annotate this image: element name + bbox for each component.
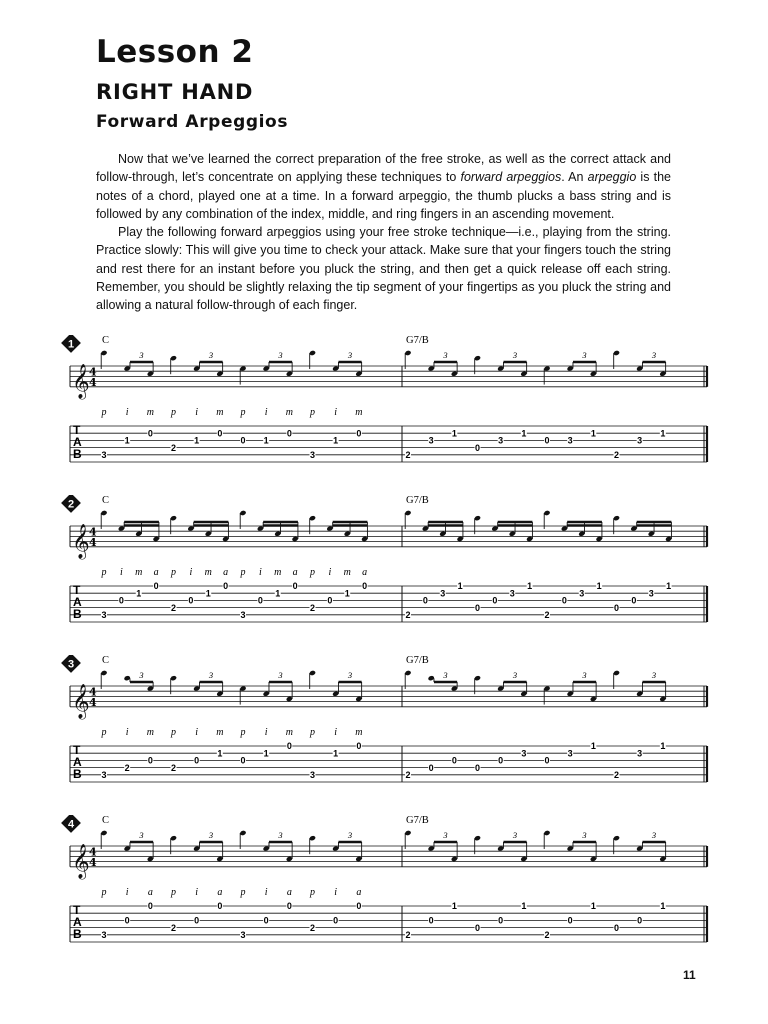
fingering-letter: i (258, 567, 262, 578)
triplet-mark: 3 (443, 670, 448, 680)
fingering-letter: p (310, 727, 315, 738)
fingering-letter: a (217, 887, 223, 898)
fingering-letter: i (334, 727, 338, 738)
fingering-letter: m (274, 567, 282, 578)
tab-fret-number: 0 (613, 922, 620, 933)
tab-fret-number: 1 (333, 435, 339, 446)
tab-fret-number: 0 (613, 602, 620, 613)
tab-fret-number: 3 (428, 435, 434, 446)
triplet-mark: 3 (651, 830, 657, 840)
example-4 (56, 815, 712, 945)
tab-fret-number: 0 (118, 595, 124, 606)
tab-fret-number: 3 (101, 610, 107, 620)
tab-fret-number: 0 (492, 595, 498, 606)
tab-fret-number: 3 (101, 770, 107, 780)
notation-example-2 (56, 495, 712, 625)
tab-letter: T (73, 903, 81, 917)
time-signature-top: 4 (89, 525, 97, 539)
example-3 (56, 655, 712, 785)
tab-fret-number: 0 (124, 915, 130, 926)
tab-fret-number: 0 (217, 428, 223, 439)
tab-fret-number: 1 (596, 581, 602, 592)
tab-fret-number: 0 (637, 915, 643, 926)
tab-fret-number: 3 (637, 748, 643, 759)
tab-fret-number: 2 (405, 450, 411, 460)
tab-fret-number: 0 (147, 428, 153, 439)
fingering-letter: m (355, 727, 363, 738)
tab-fret-number: 0 (333, 915, 339, 926)
chord-symbol: C (102, 815, 110, 826)
tab-fret-number: 1 (660, 901, 666, 912)
fingering-letter: i (195, 407, 199, 418)
tab-fret-number: 1 (333, 748, 339, 759)
fingering-letter: i (264, 407, 268, 418)
fingering-letter: p (101, 887, 107, 898)
body-text (96, 150, 671, 315)
tab-fret-number: 2 (544, 930, 550, 940)
tab-fret-number: 3 (637, 435, 643, 446)
tab-fret-number: 0 (498, 915, 504, 926)
tab-fret-number: 1 (217, 748, 223, 759)
fingering-letter: m (343, 567, 351, 578)
fingering-letter: p (171, 887, 176, 898)
tab-fret-number: 0 (217, 901, 223, 912)
example-1 (56, 335, 712, 465)
tab-fret-number: 1 (660, 741, 666, 752)
tab-letter: A (73, 595, 82, 609)
triplet-mark: 3 (139, 670, 144, 680)
tab-fret-number: 1 (136, 588, 142, 599)
notation-example-1 (56, 335, 712, 465)
example-2 (56, 495, 712, 625)
fingering-letter: a (292, 567, 298, 578)
tab-fret-number: 3 (579, 588, 585, 599)
chord-symbol: G7/B (406, 495, 429, 506)
chord-symbol: C (102, 655, 110, 666)
chord-symbol: C (102, 335, 110, 346)
tab-letter: B (73, 927, 82, 941)
tab-fret-number: 0 (240, 435, 246, 446)
tab-fret-number: 3 (309, 450, 316, 460)
triplet-mark: 3 (208, 830, 214, 840)
fingering-letter: p (101, 567, 107, 578)
treble-clef-icon: 𝄞 (72, 523, 90, 559)
tab-fret-number: 2 (613, 770, 620, 780)
triplet-mark: 3 (582, 830, 587, 840)
tab-fret-number: 0 (327, 595, 333, 606)
text-run: Now that we’ve learned the correct preparation of the free stroke, as well as the correct attack and follow-through, let’s concentrate on applying these techniques to (96, 152, 671, 185)
tab-fret-number: 1 (666, 581, 672, 592)
treble-clef-icon: 𝄞 (72, 843, 90, 879)
triplet-mark: 3 (651, 670, 657, 680)
tab-fret-number: 1 (590, 428, 596, 439)
tab-fret-number: 2 (405, 930, 411, 940)
triplet-mark: 3 (139, 350, 144, 360)
tab-fret-number: 3 (567, 748, 573, 759)
triplet-mark: 3 (512, 830, 518, 840)
fingering-letter: i (125, 727, 129, 738)
time-signature-top: 4 (89, 845, 97, 859)
tab-fret-number: 0 (194, 915, 200, 926)
tab-fret-number: 0 (286, 428, 292, 439)
tab-fret-number: 3 (648, 588, 654, 599)
fingering-letter: m (135, 567, 143, 578)
notation-example-4 (56, 815, 712, 945)
tab-fret-number: 2 (613, 450, 620, 460)
tab-letter: T (73, 583, 81, 597)
tab-fret-number: 2 (170, 602, 177, 613)
tab-letter: T (73, 743, 81, 757)
fingering-letter: i (334, 887, 338, 898)
tab-fret-number: 3 (440, 588, 446, 599)
tab-fret-number: 1 (527, 581, 533, 592)
fingering-letter: i (189, 567, 193, 578)
triplet-mark: 3 (347, 830, 353, 840)
fingering-letter: a (153, 567, 159, 578)
fingering-letter: a (356, 887, 362, 898)
fingering-letter: m (216, 407, 224, 418)
fingering-letter: a (223, 567, 229, 578)
tab-letter: T (73, 423, 81, 437)
tab-fret-number: 2 (405, 610, 411, 620)
tab-fret-number: 2 (544, 610, 550, 620)
tab-fret-number: 0 (292, 581, 298, 592)
tab-fret-number: 1 (344, 588, 350, 599)
triplet-mark: 3 (208, 350, 214, 360)
tab-fret-number: 0 (147, 755, 153, 766)
fingering-letter: i (195, 887, 199, 898)
fingering-letter: m (204, 567, 212, 578)
fingering-letter: p (240, 887, 246, 898)
triplet-mark: 3 (651, 350, 657, 360)
tab-fret-number: 1 (451, 901, 457, 912)
tab-fret-number: 0 (257, 595, 263, 606)
tab-fret-number: 1 (521, 428, 527, 439)
chord-symbol: G7/B (406, 815, 429, 826)
tab-letter: A (73, 915, 82, 929)
tab-fret-number: 0 (474, 922, 481, 933)
time-signature-top: 4 (89, 685, 97, 699)
triplet-mark: 3 (278, 670, 283, 680)
tab-fret-number: 0 (240, 755, 246, 766)
tab-fret-number: 0 (567, 915, 573, 926)
tab-fret-number: 0 (356, 901, 362, 912)
tab-fret-number: 3 (240, 930, 246, 940)
tab-fret-number: 0 (474, 442, 481, 453)
tab-fret-number: 2 (309, 602, 316, 613)
fingering-letter: m (146, 727, 154, 738)
tab-fret-number: 0 (356, 741, 362, 752)
tab-fret-number: 0 (263, 915, 269, 926)
tab-fret-number: 0 (223, 581, 229, 592)
triplet-mark: 3 (582, 350, 587, 360)
triplet-mark: 3 (278, 830, 283, 840)
tab-fret-number: 0 (631, 595, 637, 606)
triplet-mark: 3 (443, 830, 448, 840)
fingering-letter: p (310, 567, 315, 578)
text-run: . An (561, 170, 588, 185)
fingering-letter: i (195, 727, 199, 738)
fingering-letter: a (147, 887, 153, 898)
time-signature-bottom: 4 (89, 535, 97, 549)
subsection-title: Forward Arpeggios (96, 112, 289, 132)
tab-fret-number: 2 (170, 762, 177, 773)
tab-fret-number: 1 (263, 748, 269, 759)
tab-fret-number: 0 (451, 755, 457, 766)
time-signature-bottom: 4 (89, 855, 97, 869)
fingering-letter: i (125, 887, 129, 898)
tab-fret-number: 0 (422, 595, 428, 606)
tab-fret-number: 2 (170, 922, 177, 933)
triplet-mark: 3 (208, 670, 214, 680)
example-number: 4 (67, 818, 75, 831)
tab-fret-number: 0 (544, 435, 550, 446)
triplet-mark: 3 (347, 670, 353, 680)
triplet-mark: 3 (582, 670, 587, 680)
tab-fret-number: 1 (263, 435, 269, 446)
fingering-letter: i (264, 727, 268, 738)
chord-symbol: C (102, 495, 110, 506)
fingering-letter: m (216, 727, 224, 738)
tab-letter: B (73, 447, 82, 461)
italic-term: arpeggio (587, 170, 637, 185)
tab-fret-number: 2 (170, 442, 177, 453)
treble-clef-icon: 𝄞 (72, 683, 90, 719)
fingering-letter: p (240, 567, 246, 578)
triplet-mark: 3 (139, 830, 144, 840)
tab-letter: B (73, 767, 82, 781)
text-run: is the notes of a chord, played one at a time. In a forward arpeggio, the thumb plucks a bass string and is followed by any combination of the index, middle, and ring fingers in an ascending movement. (96, 170, 671, 221)
fingering-letter: p (171, 567, 176, 578)
tab-fret-number: 1 (194, 435, 200, 446)
lesson-title: Lesson 2 (96, 34, 254, 70)
fingering-letter: m (355, 407, 363, 418)
tab-fret-number: 1 (457, 581, 463, 592)
tab-fret-number: 0 (362, 581, 368, 592)
tab-fret-number: 0 (153, 581, 159, 592)
tab-fret-number: 0 (194, 755, 200, 766)
example-number: 3 (67, 658, 75, 671)
fingering-letter: p (101, 727, 107, 738)
tab-fret-number: 0 (498, 755, 504, 766)
tab-fret-number: 1 (124, 435, 130, 446)
section-title: RIGHT HAND (96, 80, 254, 104)
tab-fret-number: 0 (188, 595, 194, 606)
tab-fret-number: 0 (286, 901, 292, 912)
time-signature-top: 4 (89, 365, 97, 379)
fingering-letter: i (125, 407, 129, 418)
chord-symbol: G7/B (406, 335, 429, 346)
tab-fret-number: 3 (509, 588, 515, 599)
tab-fret-number: 1 (660, 428, 666, 439)
time-signature-bottom: 4 (89, 695, 97, 709)
tab-letter: A (73, 435, 82, 449)
fingering-letter: a (286, 887, 292, 898)
fingering-letter: p (171, 407, 176, 418)
fingering-letter: p (101, 407, 107, 418)
tab-fret-number: 2 (405, 770, 411, 780)
notation-example-3 (56, 655, 712, 785)
tab-fret-number: 0 (147, 901, 153, 912)
fingering-letter: i (119, 567, 123, 578)
tab-fret-number: 0 (428, 915, 434, 926)
paragraph-2: Play the following forward arpeggios using your free stroke technique—i.e., playing from the string. Practice slowly: This will give you time to check your attack. Make sure that your fingers touch the string and rest there for an instant before you pluck the string, and then get a quick release off each string. Remember, you should be slightly relaxing the tip segment of your fingertips as you pluck the string and allowing a natural follow-through of each finger. (96, 225, 671, 313)
tab-fret-number: 1 (590, 901, 596, 912)
tab-fret-number: 0 (428, 762, 434, 773)
triplet-mark: 3 (443, 350, 448, 360)
example-number: 1 (67, 338, 75, 351)
fingering-letter: p (240, 407, 246, 418)
tab-fret-number: 3 (567, 435, 573, 446)
tab-fret-number: 0 (286, 741, 292, 752)
page-number: 11 (683, 968, 696, 982)
tab-fret-number: 0 (544, 755, 550, 766)
tab-fret-number: 0 (474, 762, 481, 773)
time-signature-bottom: 4 (89, 375, 97, 389)
italic-term: forward arpeggios (460, 170, 562, 185)
tab-fret-number: 1 (451, 428, 457, 439)
fingering-letter: p (310, 407, 315, 418)
tab-fret-number: 0 (474, 602, 481, 613)
fingering-letter: p (240, 727, 246, 738)
tab-fret-number: 3 (309, 770, 316, 780)
triplet-mark: 3 (512, 350, 518, 360)
paragraph-1 (96, 150, 671, 223)
triplet-mark: 3 (278, 350, 283, 360)
tab-letter: A (73, 755, 82, 769)
tab-fret-number: 1 (205, 588, 211, 599)
fingering-letter: m (146, 407, 154, 418)
triplet-mark: 3 (512, 670, 518, 680)
fingering-letter: m (285, 407, 293, 418)
chord-symbol: G7/B (406, 655, 429, 666)
tab-fret-number: 1 (590, 741, 596, 752)
triplet-mark: 3 (347, 350, 353, 360)
example-number: 2 (67, 498, 75, 511)
tab-fret-number: 1 (275, 588, 281, 599)
fingering-letter: p (171, 727, 176, 738)
fingering-letter: m (285, 727, 293, 738)
treble-clef-icon: 𝄞 (72, 363, 90, 399)
tab-fret-number: 0 (561, 595, 567, 606)
fingering-letter: i (264, 887, 268, 898)
tab-fret-number: 3 (521, 748, 527, 759)
fingering-letter: a (362, 567, 368, 578)
tab-fret-number: 2 (124, 762, 130, 773)
tab-letter: B (73, 607, 82, 621)
tab-fret-number: 3 (240, 610, 246, 620)
tab-fret-number: 3 (101, 450, 107, 460)
tab-fret-number: 3 (101, 930, 107, 940)
tab-fret-number: 0 (356, 428, 362, 439)
tab-fret-number: 3 (498, 435, 504, 446)
fingering-letter: i (328, 567, 332, 578)
tab-fret-number: 1 (521, 901, 527, 912)
tab-fret-number: 2 (309, 922, 316, 933)
fingering-letter: p (310, 887, 315, 898)
fingering-letter: i (334, 407, 338, 418)
